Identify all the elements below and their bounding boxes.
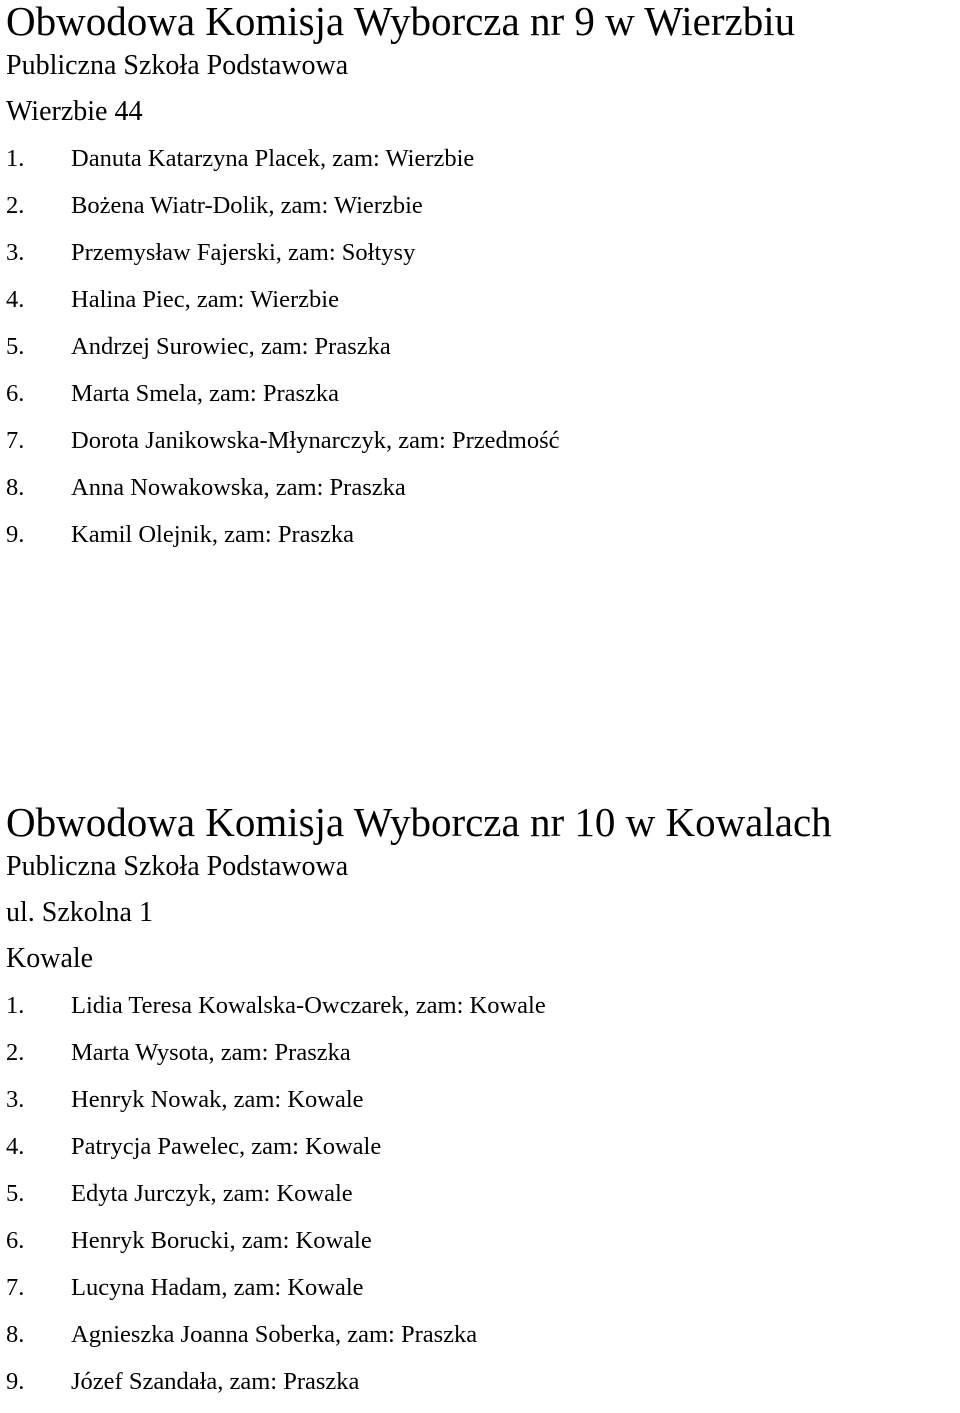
item-number: 3.	[6, 1086, 25, 1113]
address-line: Publiczna Szkoła Podstawowa	[6, 50, 349, 81]
commission-title: Obwodowa Komisja Wyborcza nr 10 w Kowalach	[6, 799, 832, 845]
member-entry: Marta Smela, zam: Praszka	[71, 380, 340, 407]
member-entry: Marta Wysota, zam: Praszka	[71, 1039, 351, 1066]
list-item	[6, 1311, 956, 1358]
item-number: 7.	[6, 1274, 25, 1301]
list-item	[6, 1123, 956, 1170]
member-entry: Józef Szandała, zam: Praszka	[71, 1368, 360, 1395]
member-entry: Lidia Teresa Kowalska-Owczarek, zam: Kowale	[71, 992, 546, 1019]
member-entry: Agnieszka Joanna Soberka, zam: Praszka	[71, 1321, 478, 1348]
member-list	[6, 135, 956, 558]
list-item	[6, 370, 956, 417]
item-number: 6.	[6, 1227, 25, 1254]
list-item	[6, 1076, 956, 1123]
address-line: Publiczna Szkoła Podstawowa	[6, 851, 349, 882]
list-item	[6, 182, 956, 229]
list-item	[6, 1170, 956, 1217]
item-number: 2.	[6, 1039, 25, 1066]
item-number: 5.	[6, 1180, 25, 1207]
item-number: 8.	[6, 474, 25, 501]
member-entry: Anna Nowakowska, zam: Praszka	[71, 474, 406, 501]
list-item	[6, 135, 956, 182]
member-entry: Bożena Wiatr-Dolik, zam: Wierzbie	[71, 192, 423, 219]
commission-section-9	[6, 0, 956, 558]
member-entry: Dorota Janikowska-Młynarczyk, zam: Przedmość	[71, 427, 560, 454]
item-number: 8.	[6, 1321, 25, 1348]
list-item	[6, 464, 956, 511]
item-number: 1.	[6, 992, 25, 1019]
list-item	[6, 982, 956, 1029]
member-entry: Kamil Olejnik, zam: Praszka	[71, 521, 355, 548]
item-number: 9.	[6, 1368, 25, 1395]
list-item	[6, 323, 956, 370]
item-number: 5.	[6, 333, 25, 360]
address-line: Wierzbie 44	[6, 96, 143, 127]
member-entry: Edyta Jurczyk, zam: Kowale	[71, 1180, 353, 1207]
member-entry: Lucyna Hadam, zam: Kowale	[71, 1274, 364, 1301]
item-number: 7.	[6, 427, 25, 454]
list-item	[6, 511, 956, 558]
member-entry: Henryk Borucki, zam: Kowale	[71, 1227, 372, 1254]
list-item	[6, 229, 956, 276]
member-entry: Przemysław Fajerski, zam: Sołtysy	[71, 239, 416, 266]
list-item	[6, 1217, 956, 1264]
item-number: 4.	[6, 286, 25, 313]
item-number: 6.	[6, 380, 25, 407]
member-entry: Henryk Nowak, zam: Kowale	[71, 1086, 364, 1113]
address-line: Kowale	[6, 943, 94, 974]
member-entry: Patrycja Pawelec, zam: Kowale	[71, 1133, 382, 1160]
commission-title: Obwodowa Komisja Wyborcza nr 9 w Wierzbiu	[6, 0, 796, 44]
address-line: ul. Szkolna 1	[6, 897, 153, 928]
member-list	[6, 982, 956, 1405]
item-number: 3.	[6, 239, 25, 266]
item-number: 1.	[6, 145, 25, 172]
list-item	[6, 1029, 956, 1076]
member-entry: Andrzej Surowiec, zam: Praszka	[71, 333, 391, 360]
list-item	[6, 276, 956, 323]
commission-section-10	[6, 800, 956, 1405]
member-entry: Danuta Katarzyna Placek, zam: Wierzbie	[71, 145, 475, 172]
list-item	[6, 1358, 956, 1405]
list-item	[6, 1264, 956, 1311]
item-number: 4.	[6, 1133, 25, 1160]
item-number: 9.	[6, 521, 25, 548]
member-entry: Halina Piec, zam: Wierzbie	[71, 286, 339, 313]
list-item	[6, 417, 956, 464]
item-number: 2.	[6, 192, 25, 219]
